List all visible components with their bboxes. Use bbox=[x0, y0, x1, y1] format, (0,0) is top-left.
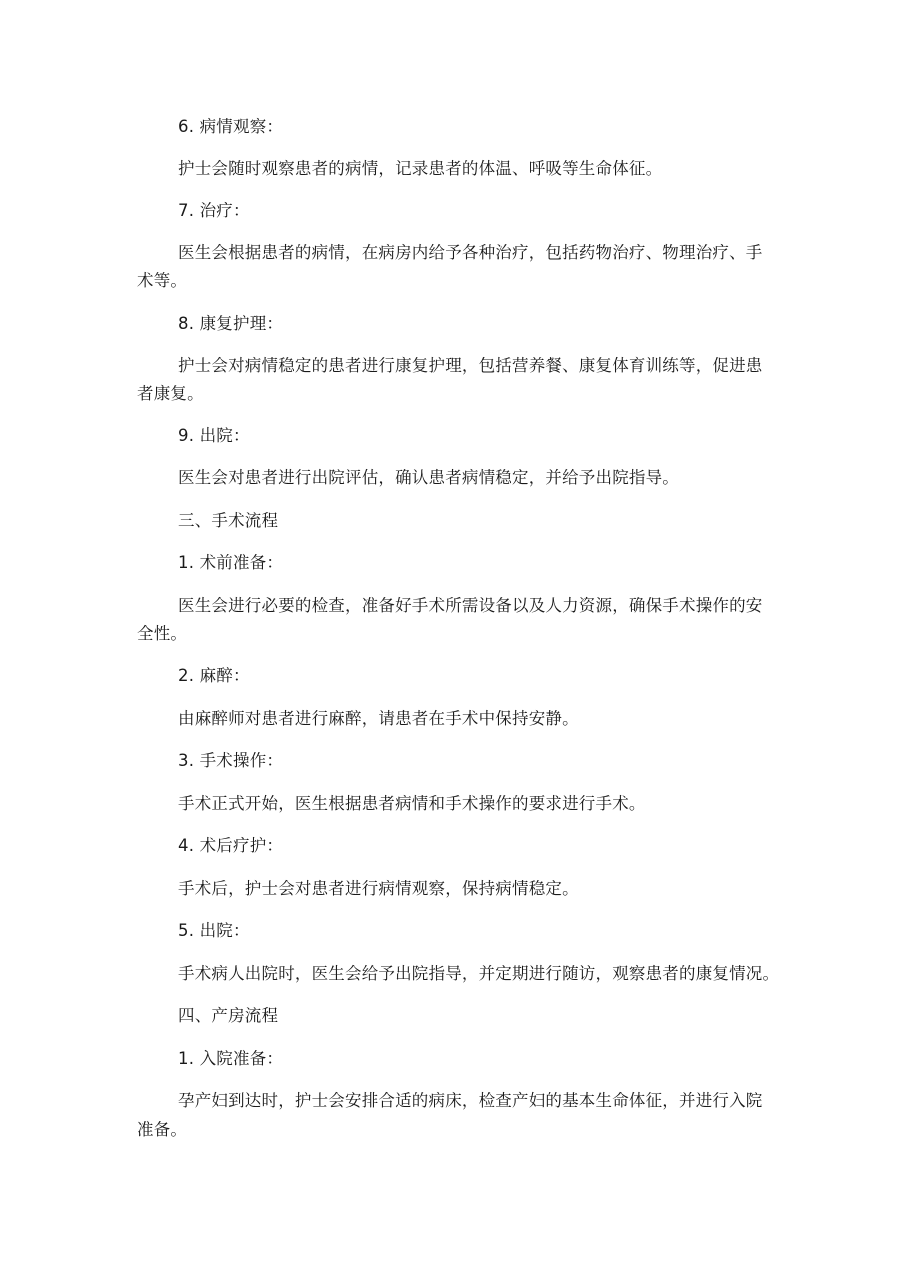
paragraph-preop-line-1: 医生会进行必要的检查，准备好手术所需设备以及人力资源，确保手术操作的安 bbox=[178, 596, 763, 615]
paragraph-preop-line-2: 全性。 bbox=[137, 624, 188, 643]
paragraph-condition-observation: 护士会随时观察患者的病情，记录患者的体温、呼吸等生命体征。 bbox=[178, 159, 663, 178]
paragraph-surgery-discharge: 手术病人出院时，医生会给予出院指导，并定期进行随访，观察患者的康复情况。 bbox=[178, 964, 780, 983]
paragraph-rehab-care-line-1: 护士会对病情稳定的患者进行康复护理，包括营养餐、康复体育训练等，促进患 bbox=[178, 356, 763, 375]
paragraph-operation: 手术正式开始，医生根据患者病情和手术操作的要求进行手术。 bbox=[178, 794, 646, 813]
heading-condition-observation: 6. 病情观察： bbox=[178, 117, 284, 136]
paragraph-treatment-line-2: 术等。 bbox=[137, 271, 188, 290]
paragraph-treatment-line-1: 医生会根据患者的病情，在病房内给予各种治疗，包括药物治疗、物理治疗、手 bbox=[178, 243, 763, 262]
section-heading-surgery: 三、手术流程 bbox=[178, 511, 279, 530]
heading-rehab-care: 8. 康复护理： bbox=[178, 314, 284, 333]
paragraph-discharge: 医生会对患者进行出院评估，确认患者病情稳定，并给予出院指导。 bbox=[178, 468, 679, 487]
heading-preop: 1. 术前准备： bbox=[178, 553, 284, 572]
heading-operation: 3. 手术操作： bbox=[178, 751, 284, 770]
paragraph-rehab-care-line-2: 者康复。 bbox=[137, 384, 204, 403]
heading-discharge: 9. 出院： bbox=[178, 426, 250, 445]
paragraph-admission-prep-line-1: 孕产妇到达时，护士会安排合适的病床，检查产妇的基本生命体征，并进行入院 bbox=[178, 1091, 763, 1110]
paragraph-admission-prep-line-2: 准备。 bbox=[137, 1120, 188, 1139]
heading-anesthesia: 2. 麻醉： bbox=[178, 666, 250, 685]
paragraph-postop-care: 手术后，护士会对患者进行病情观察，保持病情稳定。 bbox=[178, 879, 579, 898]
paragraph-anesthesia: 由麻醉师对患者进行麻醉，请患者在手术中保持安静。 bbox=[178, 709, 579, 728]
heading-surgery-discharge: 5. 出院： bbox=[178, 921, 250, 940]
heading-treatment: 7. 治疗： bbox=[178, 201, 250, 220]
heading-postop-care: 4. 术后疗护： bbox=[178, 836, 284, 855]
heading-admission-prep: 1. 入院准备： bbox=[178, 1049, 284, 1068]
section-heading-delivery-room: 四、产房流程 bbox=[178, 1006, 279, 1025]
